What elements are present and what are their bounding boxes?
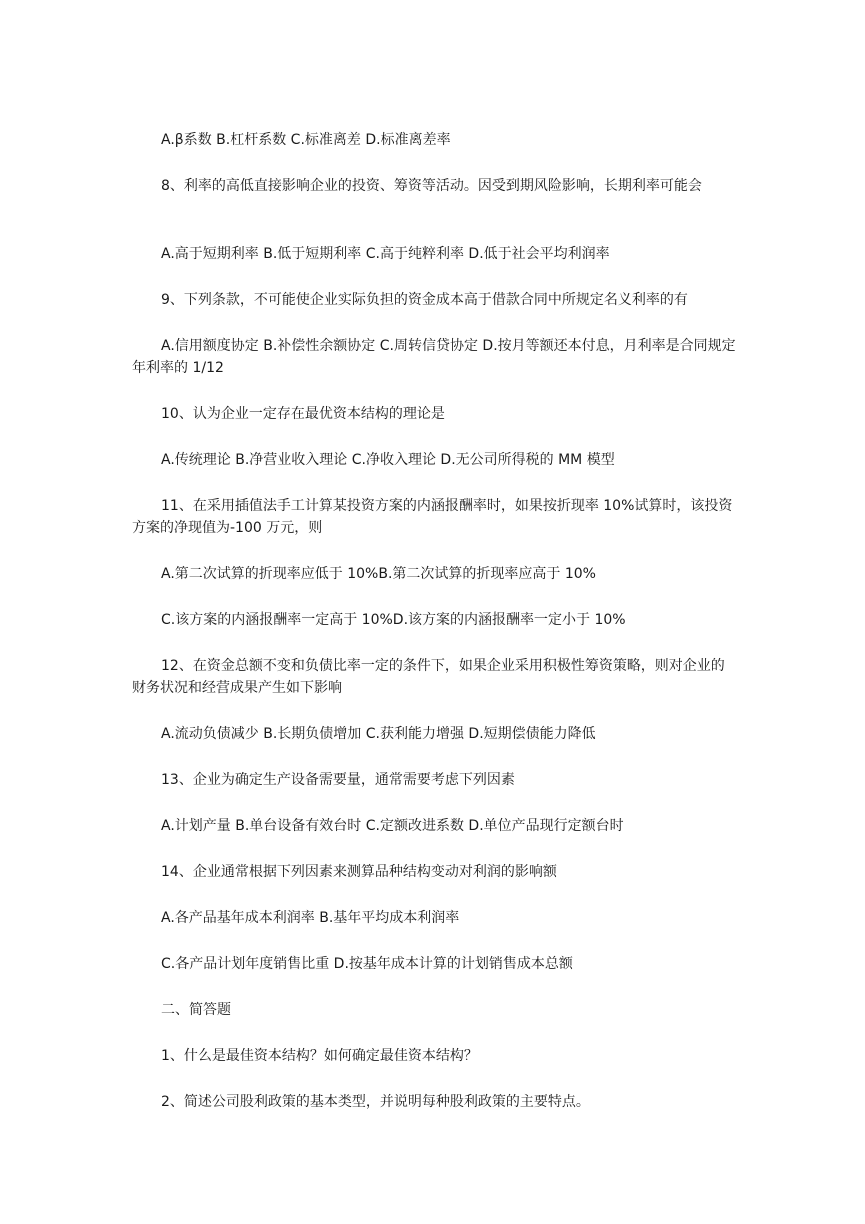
question-13-options: A.计划产量 B.单台设备有效台时 C.定额改进系数 D.单位产品现行定额台时 [161, 818, 624, 834]
section-heading-short-answer: 二、简答题 [161, 1002, 231, 1018]
question-10: 10、认为企业一定存在最优资本结构的理论是 [161, 406, 445, 422]
question-13: 13、企业为确定生产设备需要量，通常需要考虑下列因素 [161, 772, 515, 788]
short-answer-1: 1、什么是最佳资本结构？如何确定最佳资本结构？ [161, 1048, 478, 1064]
short-answer-2: 2、简述公司股利政策的基本类型，并说明每种股利政策的主要特点。 [161, 1094, 590, 1110]
question-11-options-ab: A.第二次试算的折现率应低于 10%B.第二次试算的折现率应高于 10% [161, 566, 596, 582]
question-8: 8、利率的高低直接影响企业的投资、筹资等活动。因受到期风险影响，长期利率可能会 [161, 178, 702, 194]
question-9-options: A.信用额度协定 B.补偿性余额协定 C.周转信贷协定 D.按月等额还本付息，月利率是合同规定年利率的 1/12 [132, 338, 736, 376]
question-14-options-cd: C.各产品计划年度销售比重 D.按基年成本计算的计划销售成本总额 [161, 956, 573, 972]
question-14-options-ab: A.各产品基年成本利润率 B.基年平均成本利润率 [161, 910, 460, 926]
question-12-options: A.流动负债减少 B.长期负债增加 C.获利能力增强 D.短期偿债能力降低 [161, 726, 596, 742]
question-11-options-cd: C.该方案的内涵报酬率一定高于 10%D.该方案的内涵报酬率一定小于 10% [161, 612, 626, 628]
question-12: 12、在资金总额不变和负债比率一定的条件下，如果企业采用积极性筹资策略，则对企业的财务状况和经营成果产生如下影响 [132, 658, 725, 696]
question-8-options: A.高于短期利率 B.低于短期利率 C.高于纯粹利率 D.低于社会平均利润率 [161, 246, 610, 262]
question-14: 14、企业通常根据下列因素来测算品种结构变动对利润的影响额 [161, 864, 557, 880]
question-10-options: A.传统理论 B.净营业收入理论 C.净收入理论 D.无公司所得税的 MM 模型 [161, 452, 615, 468]
question-7-options: A.β系数 B.杠杆系数 C.标准离差 D.标准离差率 [161, 132, 451, 148]
question-11: 11、在采用插值法手工计算某投资方案的内涵报酬率时，如果按折现率 10%试算时，该投资方案的净现值为-100 万元，则 [132, 498, 733, 536]
question-9: 9、下列条款，不可能使企业实际负担的资金成本高于借款合同中所规定名义利率的有 [161, 292, 688, 308]
